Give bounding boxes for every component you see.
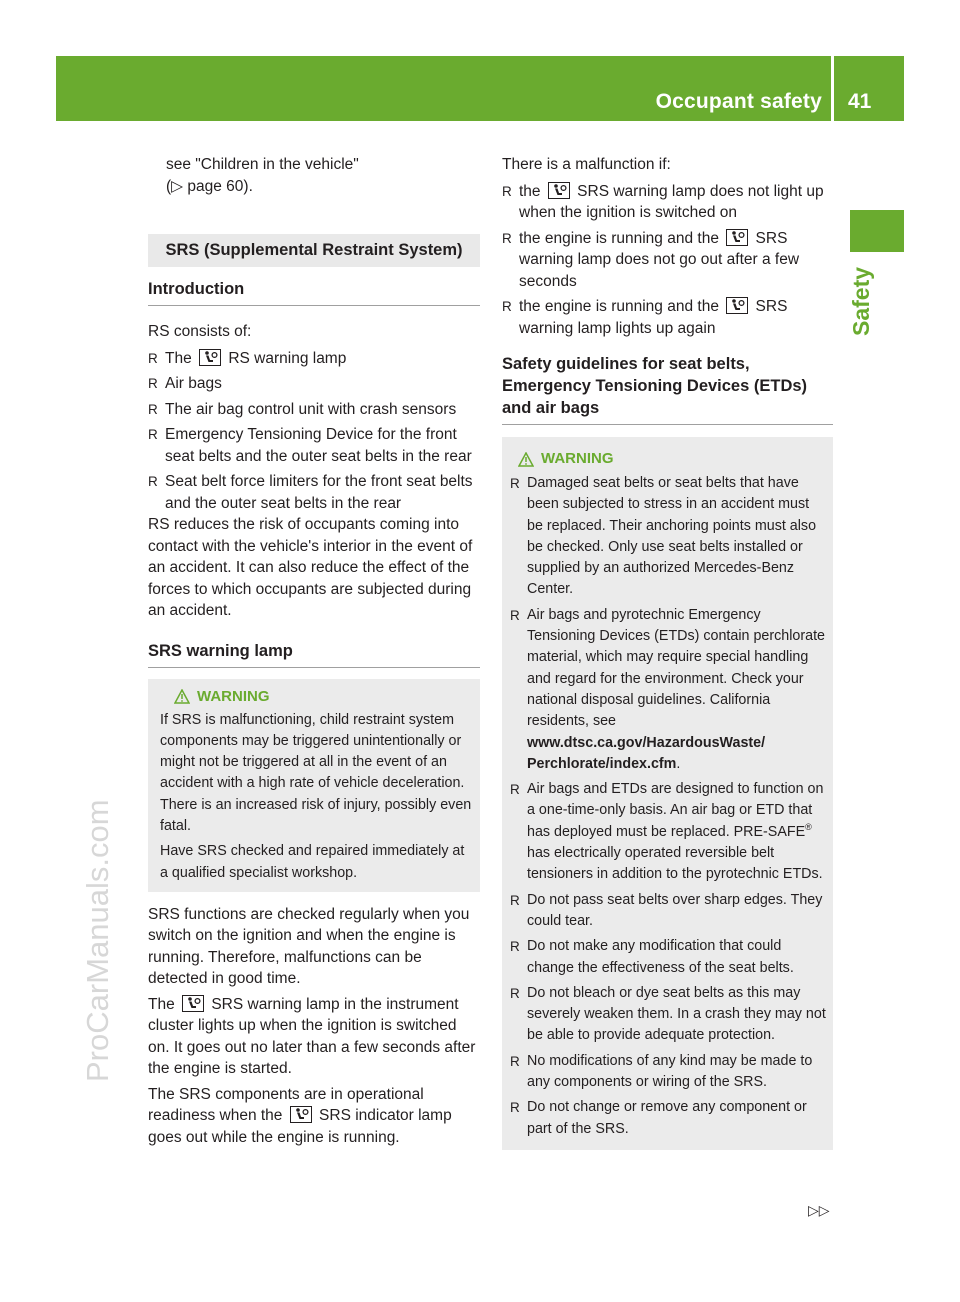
lamp-paragraph: The SRS warning lamp in the instrument cluster lights up when the ignition is switched on. It goes out no later than a few seconds after the engine is started. (148, 995, 476, 1078)
warning-text: If SRS is malfunctioning, child restraint system components may be triggered unintentionally or might not be triggered at all in the event of an accident with a high rate of vehicle deceleration. There is an increased risk of injury, possibly even fatal. (160, 711, 472, 834)
warning-text: Have SRS checked and repaired immediately at a qualified specialist workshop. (160, 843, 465, 881)
warning-header (510, 449, 827, 469)
list-item: R Do not change or remove any component or part of the SRS. (510, 1097, 827, 1140)
header-separator (831, 56, 834, 121)
list-item: R The RS warning lamp (148, 348, 480, 370)
list-item: R Air bags and pyrotechnic Emergency Tensioning Devices (ETDs) contain perchlorate material, which may require special handling and regard for the environment. Check your national disposal guidelines. California residents, see www.dtsc.ca.gov/HazardousWaste/ Perchlorate/index.cfm. (510, 605, 827, 775)
left-column (148, 154, 480, 1148)
page-reference: (▷ page 60). (166, 177, 253, 195)
continue-arrows-icon: ▷▷ (808, 1202, 830, 1218)
list-item: R Do not pass seat belts over sharp edges. They could tear. (510, 890, 827, 933)
warning-label: WARNING (541, 450, 614, 467)
list-item: R Emergency Tensioning Device for the front seat belts and the outer seat belts in the rear (148, 424, 480, 467)
airbag-warning-icon (548, 182, 570, 199)
right-column (502, 154, 833, 1150)
section-title: SRS (Supplemental Restraint System) (148, 234, 480, 267)
consists-list (148, 348, 480, 515)
list-item: R The air bag control unit with crash sensors (148, 399, 480, 421)
airbag-warning-icon (726, 297, 748, 314)
list-item: R Air bags (148, 373, 480, 395)
airbag-warning-icon (726, 229, 748, 246)
disposal-link[interactable]: www.dtsc.ca.gov/HazardousWaste/ Perchlorate/index.cfm (527, 734, 766, 772)
airbag-warning-icon (182, 995, 204, 1012)
warning-triangle-icon (518, 452, 534, 467)
warning-triangle-icon (174, 689, 190, 704)
list-item: R No modifications of any kind may be made to any components or wiring of the SRS. (510, 1051, 827, 1094)
consists-of-text: RS consists of: (148, 323, 252, 340)
airbag-warning-icon (290, 1106, 312, 1123)
srs-lamp-heading: SRS warning lamp (148, 640, 480, 668)
list-item: R the SRS warning lamp does not light up when the ignition is switched on (502, 181, 833, 224)
guidelines-heading: Safety guidelines for seat belts, Emergency Tensioning Devices (ETDs) and air bags (502, 353, 833, 425)
malfunction-list (502, 181, 833, 340)
readiness-paragraph: The SRS components are in operational readiness when the SRS indicator lamp goes out while the engine is running. (148, 1085, 452, 1146)
list-item: R Air bags and ETDs are designed to function on a one-time-only basis. An air bag or ETD that has deployed must be replaced. PRE-SAFE® has electrically operated reversible belt tensioners in addition to the pyrotechnic ETDs. (510, 779, 827, 885)
list-item: R Damaged seat belts or seat belts that have been subjected to stress in an accident must be replaced. Their anchoring points must also be checked. Only use seat belts installed or supplied by an authorized Mercedes-Benz Center. (510, 473, 827, 601)
page-number: 41 (848, 90, 872, 113)
list-item: R the engine is running and the SRS warning lamp does not go out after a few seconds (502, 228, 833, 293)
watermark: ProCarManuals.com (80, 799, 115, 1082)
warning-box (148, 679, 480, 892)
airbag-warning-icon (199, 349, 221, 366)
section-side-label: Safety (848, 266, 874, 336)
warning-label: WARNING (197, 687, 270, 705)
list-item: R Do not make any modification that could change the effectiveness of the seat belts. (510, 936, 827, 979)
reduces-paragraph: RS reduces the risk of occupants coming into contact with the vehicle's interior in the event of an accident. It can also reduce the effect of the forces to which occupants are subjected during an accident. (148, 516, 473, 619)
warning-header (160, 687, 474, 707)
warning-box (502, 437, 833, 1150)
checked-paragraph: SRS functions are checked regularly when you switch on the ignition and when the engine is running. Therefore, malfunctions can be detected in good time. (148, 905, 470, 988)
side-tab (850, 210, 904, 252)
malfunction-intro: There is a malfunction if: (502, 156, 671, 173)
intro-heading: Introduction (148, 278, 480, 306)
continued-text-1: see "Children in the vehicle" (166, 156, 359, 173)
list-item: R Do not bleach or dye seat belts as this may severely weaken them. In a crash they may not be able to provide adequate protection. (510, 983, 827, 1047)
list-item: R Seat belt force limiters for the front seat belts and the outer seat belts in the rear (148, 471, 480, 514)
warning-list (510, 473, 827, 1140)
chapter-title: Occupant safety (655, 90, 822, 113)
list-item: R the engine is running and the SRS warning lamp lights up again (502, 296, 833, 339)
